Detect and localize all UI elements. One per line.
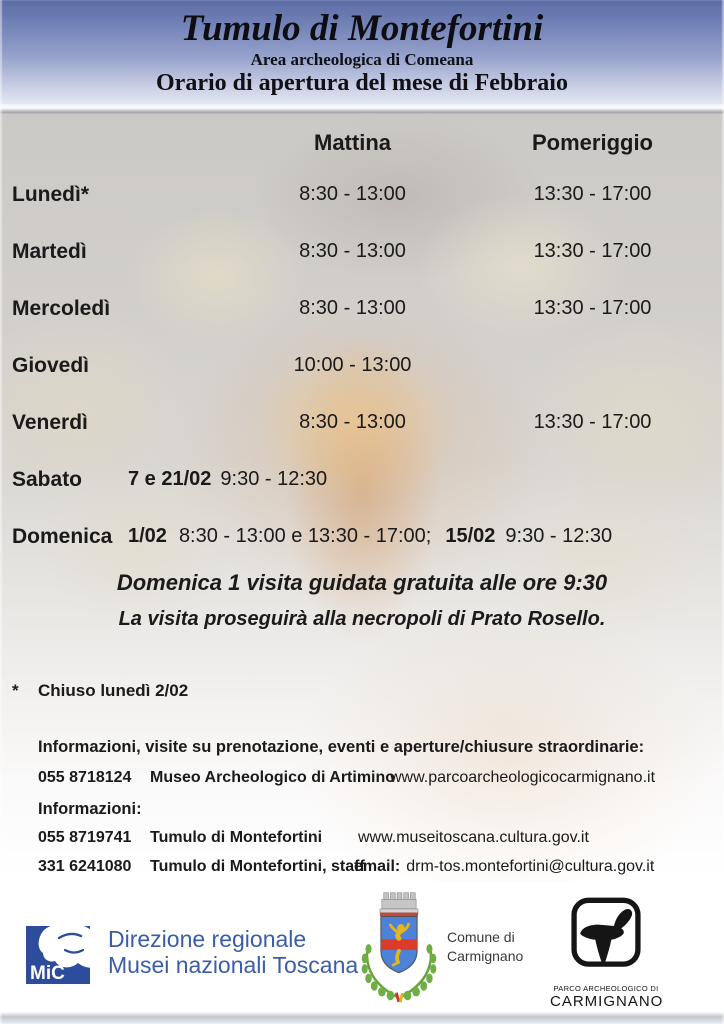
comune-label-line1: Comune di <box>447 929 515 945</box>
guided-tour-note: Domenica 1 visita guidata gratuita alle ore 9:30 <box>116 570 608 595</box>
parco-label-line1: PARCO ARCHEOLOGICO DI <box>553 984 659 993</box>
saturday-hours: 9:30 - 12:30 <box>220 468 328 490</box>
mic-logo-group <box>26 922 359 989</box>
morning-hours: 10:00 - 13:00 <box>293 354 412 376</box>
info-row <box>38 856 704 878</box>
info-heading-2: Informazioni: <box>38 800 142 818</box>
day-label: Martedì <box>12 239 87 263</box>
sunday-date-1: 1/02 <box>128 525 167 547</box>
afternoon-hours: 13:30 - 17:00 <box>533 240 652 262</box>
schedule-header-row <box>0 120 724 166</box>
mic-text-line2: Musei nazionali Toscana <box>108 952 359 978</box>
closed-note-text: Chiuso lunedì 2/02 <box>38 681 189 700</box>
email-address: drm-tos.montefortini@cultura.gov.it <box>406 858 655 875</box>
table-row <box>0 394 724 451</box>
table-row <box>0 166 724 223</box>
subtitle-opening-hours: Orario di apertura del mese di Febbraio <box>156 70 568 96</box>
guided-tour-note-2: La visita proseguirà alla necropoli di Prato Rosello. <box>118 608 606 630</box>
table-row-saturday <box>0 451 724 508</box>
day-label: Giovedì <box>12 353 90 377</box>
saturday-dates: 7 e 21/02 <box>128 468 212 490</box>
email-label: email: <box>354 858 401 875</box>
column-header-afternoon: Pomeriggio <box>531 130 653 155</box>
comune-logo-group <box>356 888 523 1006</box>
website-url: www.parcoarcheologicocarmignano.it <box>390 769 656 786</box>
sunday-date-2: 15/02 <box>445 525 496 547</box>
column-header-morning: Mattina <box>314 130 391 155</box>
day-label: Mercoledì <box>12 296 111 320</box>
sunday-hours-1: 8:30 - 13:00 e 13:30 - 17:00; <box>178 525 432 547</box>
table-row <box>0 337 724 394</box>
mic-logo-text: MiC <box>30 963 65 984</box>
body <box>0 114 724 882</box>
info-subheading <box>38 798 704 820</box>
header <box>0 0 724 104</box>
afternoon-hours: 13:30 - 17:00 <box>533 297 652 319</box>
footer <box>0 882 724 1012</box>
subtitle-area: Area archeologica di Comeana <box>250 50 474 69</box>
day-label: Sabato <box>12 467 83 491</box>
table-row <box>0 280 724 337</box>
table-row-sunday <box>0 508 724 565</box>
sunday-hours-2: 9:30 - 12:30 <box>505 525 613 547</box>
mic-direction-text <box>108 926 358 978</box>
mic-text-line1: Direzione regionale <box>108 926 307 952</box>
afternoon-hours: 13:30 - 17:00 <box>533 411 652 433</box>
morning-hours: 8:30 - 13:00 <box>299 297 406 319</box>
parco-archeologico-logo-icon <box>568 896 644 976</box>
afternoon-hours: 13:30 - 17:00 <box>533 183 652 205</box>
venue-name: Tumulo di Montefortini, staff <box>150 858 365 875</box>
info-block <box>0 736 724 878</box>
phone-number: 055 8718124 <box>38 769 132 786</box>
phone-number: 331 6241080 <box>38 858 132 875</box>
day-label: Venerdì <box>12 410 88 434</box>
morning-hours: 8:30 - 13:00 <box>299 240 406 262</box>
day-label: Lunedì* <box>12 182 89 206</box>
parco-logo-group <box>550 896 662 1010</box>
info-heading: Informazioni, visite su prenotazione, eventi e aperture/chiusure straordinarie: <box>38 738 645 756</box>
schedule-table <box>0 114 724 565</box>
page-title: Tumulo di Montefortini <box>180 8 544 49</box>
header-divider <box>0 104 724 114</box>
comune-di-carmignano-crest-icon <box>356 888 442 1006</box>
day-label: Domenica <box>12 524 113 548</box>
bottom-edge <box>0 1012 724 1024</box>
comune-label-line2: Carmignano <box>447 948 524 964</box>
info-row <box>38 827 704 849</box>
venue-name: Tumulo di Montefortini <box>150 829 323 846</box>
morning-hours: 8:30 - 13:00 <box>299 411 406 433</box>
venue-name: Museo Archeologico di Artimino <box>150 769 396 786</box>
morning-hours: 8:30 - 13:00 <box>299 183 406 205</box>
info-row <box>38 767 704 789</box>
phone-number: 055 8719741 <box>38 829 132 846</box>
website-url: www.museitoscana.cultura.gov.it <box>358 829 589 846</box>
comune-label <box>447 928 523 966</box>
table-row <box>0 223 724 280</box>
asterisk-marker: * <box>12 681 19 700</box>
parco-label-line2: CARMIGNANO <box>550 993 664 1010</box>
closed-footnote <box>0 680 724 702</box>
